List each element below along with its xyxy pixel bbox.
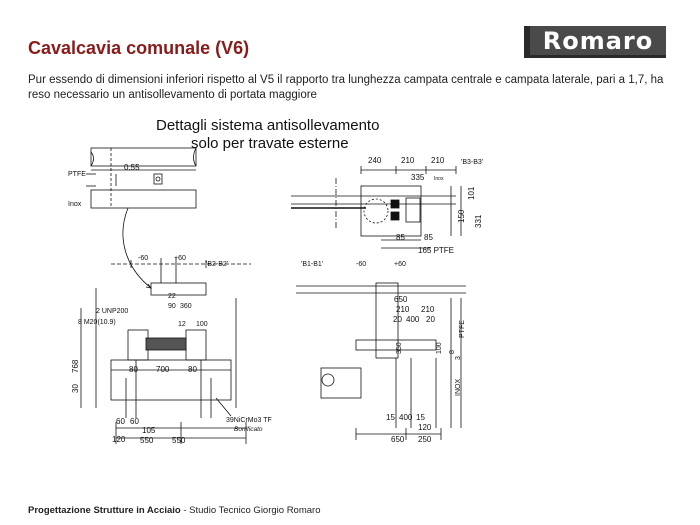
dim-331: 331 — [474, 214, 483, 228]
detail-bolt — [154, 174, 162, 184]
b3-plate — [361, 186, 421, 236]
label-gap: 0.55 — [124, 163, 140, 172]
detail-flange-top — [91, 148, 196, 166]
b2-550a: 550 — [140, 436, 154, 445]
b2-60b: 60 — [130, 417, 139, 426]
slide-title: Cavalcavia comunale (V6) — [28, 38, 250, 58]
footer-rest: - Studio Tecnico Giorgio Romaro — [180, 505, 321, 516]
b1-8: 8 — [449, 350, 456, 354]
b2-105: 105 — [142, 426, 156, 435]
footer — [28, 505, 320, 516]
b1-15a: 15 — [386, 413, 395, 422]
label-inox: Inox — [68, 201, 82, 208]
b1-15b: 15 — [416, 413, 425, 422]
b2-550b: 550 — [172, 436, 186, 445]
section-b2: 'B2-B2' — [206, 261, 229, 268]
dim-inox: Inox — [434, 176, 444, 182]
b1-400b: 400 — [399, 413, 413, 422]
b1-100: 100 — [436, 342, 443, 354]
b1-650b: 650 — [391, 435, 405, 444]
pm-left-pos: +60 — [174, 255, 186, 262]
dim-240: 240 — [368, 156, 382, 165]
b2-bearing-left — [128, 330, 148, 360]
detail-flange-bottom — [91, 190, 196, 208]
dim-165-ptfe: 165 PTFE — [418, 246, 455, 255]
b1-250: 250 — [418, 435, 432, 444]
b1-20b: 20 — [426, 315, 435, 324]
b2-note-1: 39NiCrMo3 TF — [226, 417, 272, 424]
b2-30: 30 — [71, 384, 80, 393]
b1-ptfe: PTFE — [459, 320, 466, 338]
technical-drawing — [56, 108, 486, 453]
dim-335: 335 — [411, 173, 425, 182]
b2-bearing-right — [186, 330, 206, 360]
b1-20a: 20 — [393, 315, 402, 324]
dim-85b: 85 — [424, 233, 433, 242]
b2-360: 360 — [180, 303, 192, 310]
b2-12: 12 — [178, 321, 186, 328]
drawing-heading-2: solo per travate esterne — [191, 135, 349, 152]
b1-400: 400 — [406, 315, 420, 324]
pm-right-neg: -60 — [356, 261, 367, 268]
b1-3: 3 — [455, 356, 462, 360]
detail-leader-arrow — [123, 208, 151, 288]
b2-100: 100 — [196, 321, 208, 328]
label-ptfe: PTFE — [68, 171, 86, 178]
pm-left-neg: -60 — [138, 255, 149, 262]
b2-unp200: 2 UNP200 — [96, 308, 129, 315]
section-b3: 'B3-B3' — [461, 159, 484, 166]
b2-80b: 80 — [188, 365, 197, 374]
dim-210a: 210 — [401, 156, 415, 165]
section-b1: 'B1-B1' — [301, 261, 324, 268]
b2-80a: 80 — [129, 365, 138, 374]
b2-768: 768 — [71, 359, 80, 373]
b2-pier-top — [151, 283, 206, 295]
romaro-logo: Romaro — [524, 26, 666, 58]
b2-cap — [146, 338, 186, 350]
b2-90: 90 — [168, 303, 176, 310]
b1-650: 650 — [394, 295, 408, 304]
b2-22: 22 — [168, 293, 176, 300]
b2-700: 700 — [156, 365, 170, 374]
dim-150: 150 — [457, 209, 466, 223]
dim-101: 101 — [467, 186, 476, 200]
b1-210b: 210 — [421, 305, 435, 314]
b1-anchor-block — [321, 368, 361, 398]
b2-60a: 60 — [116, 417, 125, 426]
b1-120: 120 — [418, 423, 432, 432]
b1-inox: INOX — [455, 378, 462, 396]
b1-350: 350 — [396, 342, 403, 354]
b2-120: 120 — [112, 435, 126, 444]
dim-85a: 85 — [396, 233, 405, 242]
footer-bold: Progettazione Strutture in Acciaio — [28, 505, 181, 516]
intro-paragraph: Pur essendo di dimensioni inferiori rispetto al V5 il rapporto tra lunghezza campata centrale e campata laterale, pari a 1,7, ha reso necessario un antisollevamento di portata maggiore — [28, 74, 664, 101]
b1-210a: 210 — [396, 305, 410, 314]
b2-m20: 8 M20(10.9) — [78, 319, 116, 326]
b3-bolt-circle — [364, 199, 388, 223]
b2-note-2: Bonificato — [234, 426, 263, 433]
drawing-heading-1: Dettagli sistema antisollevamento — [156, 117, 380, 134]
pm-right-pos: +60 — [394, 261, 406, 268]
dim-210b: 210 — [431, 156, 445, 165]
